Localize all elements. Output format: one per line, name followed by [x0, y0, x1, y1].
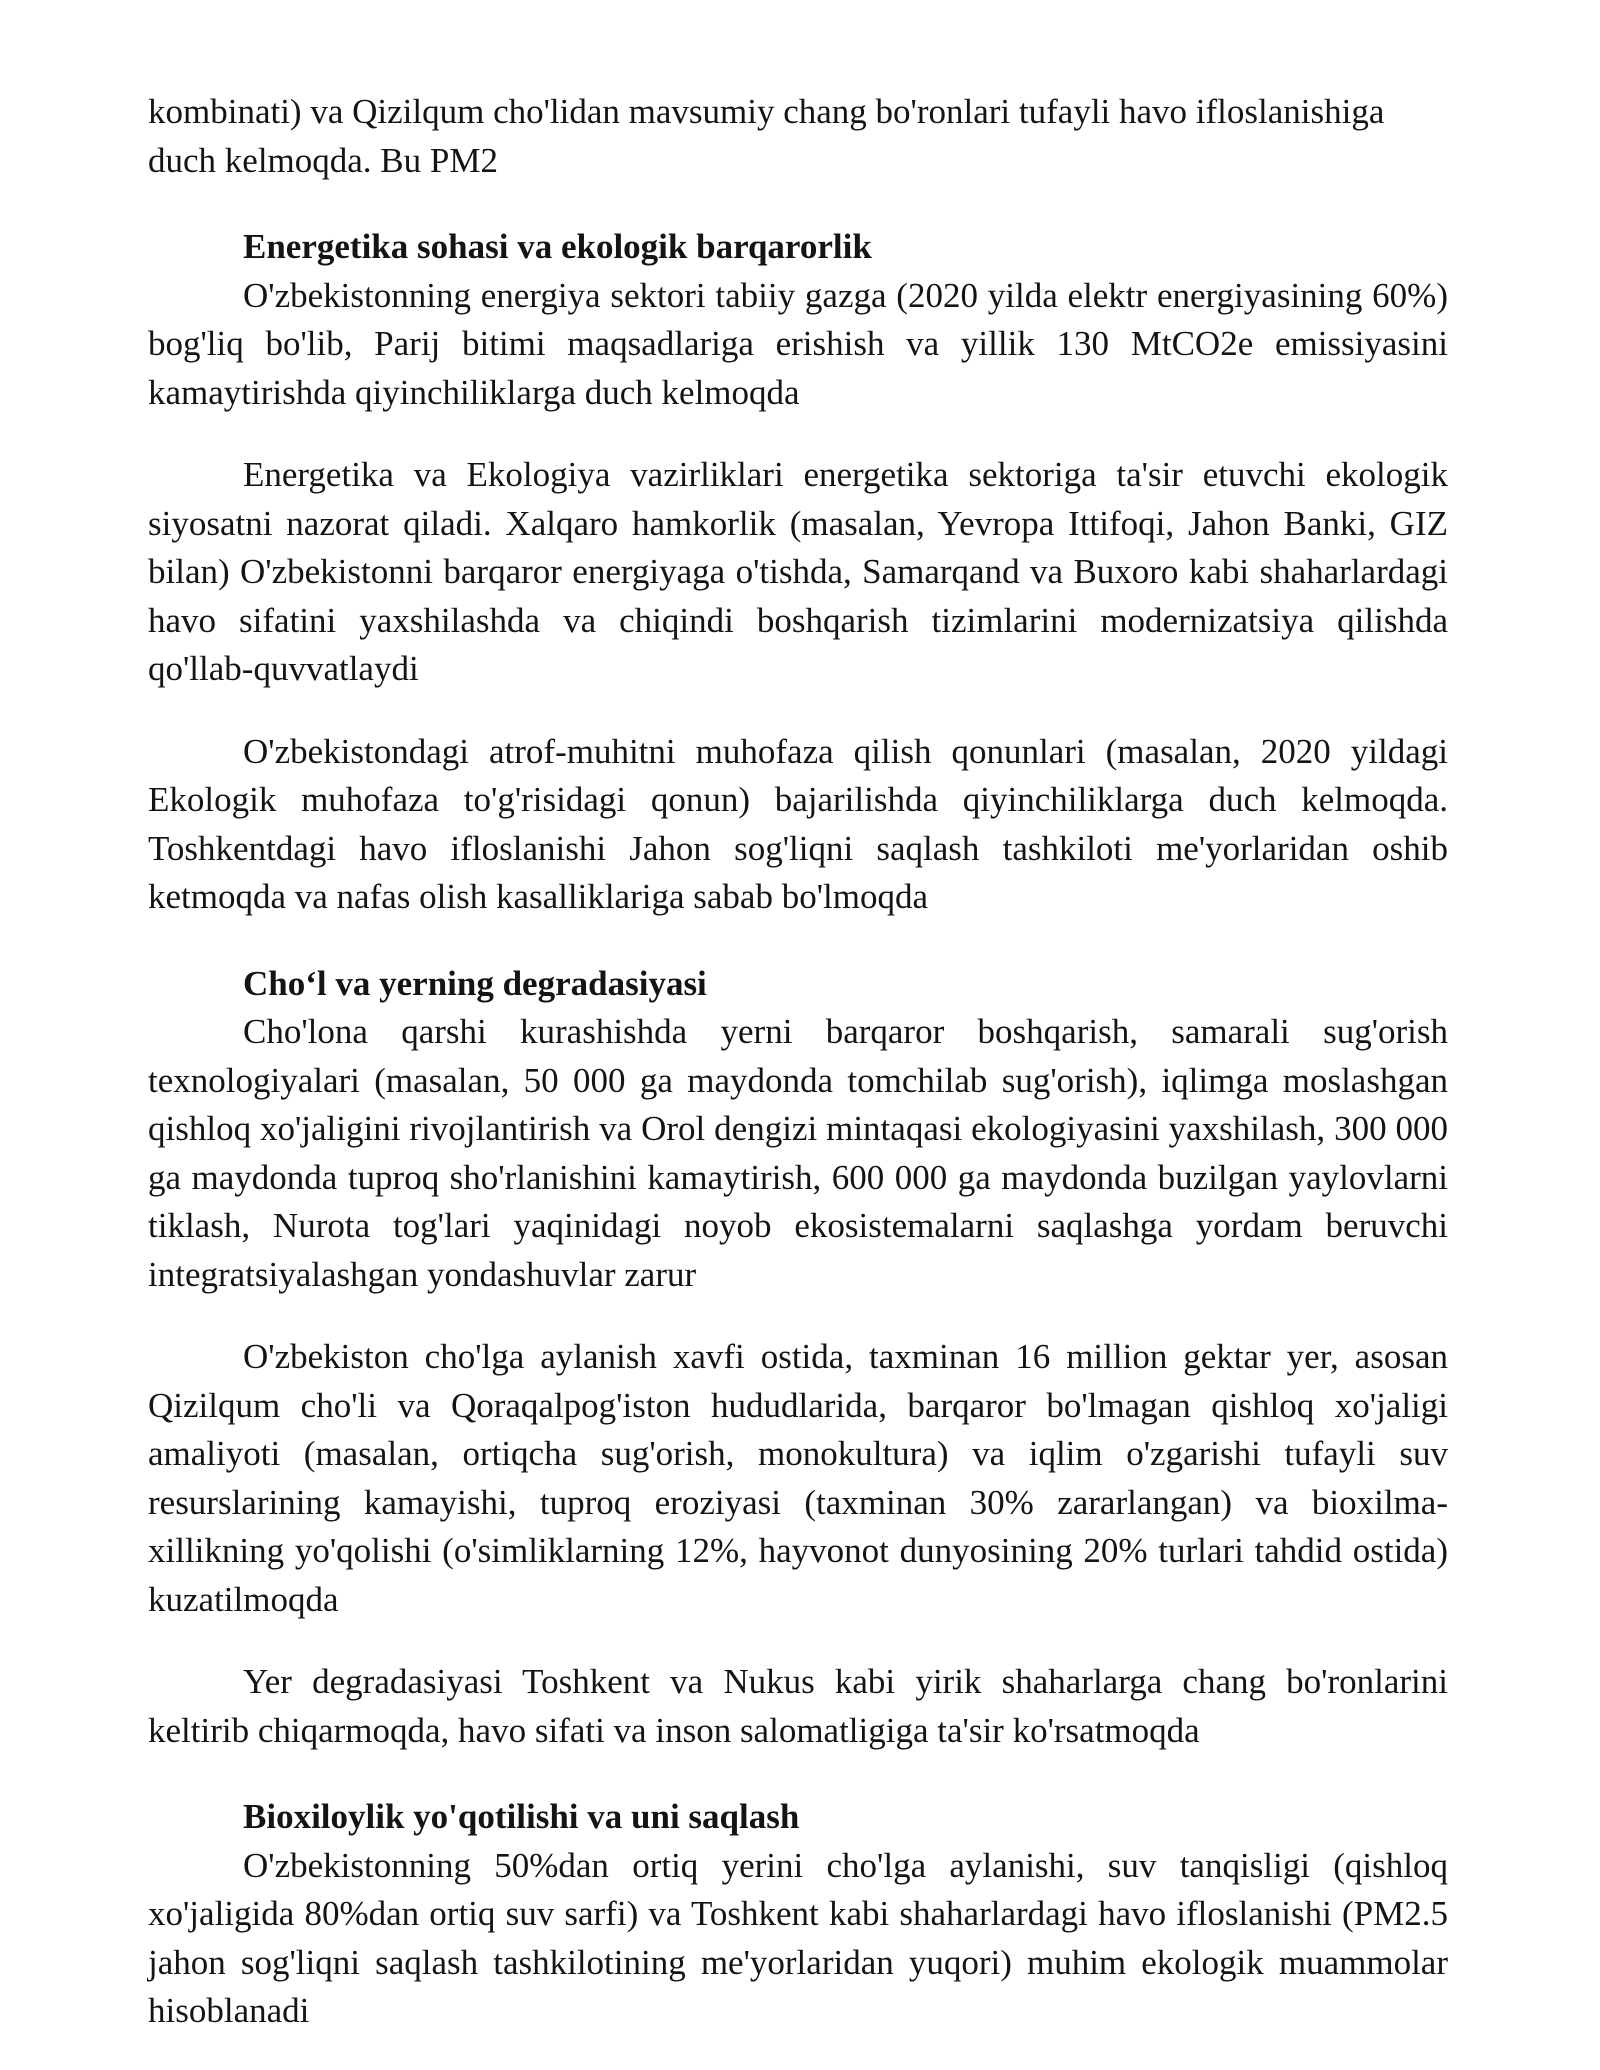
section-heading: Bioxiloylik yo'qotilishi va uni saqlash — [243, 1797, 800, 1836]
section-biodiversity — [148, 1793, 1448, 2036]
section-heading: Energetika sohasi va ekologik barqarorlik — [243, 227, 872, 266]
section-desertification — [148, 960, 1448, 1756]
body-paragraph: O'zbekistonning energiya sektori tabiiy gazga (2020 yilda elektr energiyasining 60%) bog'liq bo'lib, Parij bitimi maqsadlariga erishish va yillik 130 MtCO2e emissiyasini kamaytirishda qiyinchiliklarga duch kelmoqda — [148, 275, 1448, 412]
body-paragraph: O'zbekistondagi atrof-muhitni muhofaza qilish qonunlari (masalan, 2020 yildagi Ekologik muhofaza to'g'risidagi qonun) bajarilishda qiyinchiliklarga duch kelmoqda. Toshkentdagi havo ifloslanishi Jahon sog'liqni saqlash tashkiloti me'yorlaridan oshib ketmoqda va nafas olish kasalliklariga sabab bo'lmoqda — [148, 731, 1448, 916]
body-paragraph: Energetika va Ekologiya vazirliklari energetika sektoriga ta'sir etuvchi ekologik siyosatni nazorat qiladi. Xalqaro hamkorlik (masalan, Yevropa Ittifoqi, Jahon Banki, GIZ bilan) O'zbekistonni barqaror energiyaga o'tishda, Samarqand va Buxoro kabi shaharlardagi havo sifatini yaxshilashda va chiqindi boshqarish tizimlarini modernizatsiya qilishda qo'llab-quvvatlaydi — [148, 455, 1448, 688]
body-paragraph: O'zbekistonning 50%dan ortiq yerini cho'lga aylanishi, suv tanqisligi (qishloq xo'jaligida 80%dan ortiq suv sarfi) va Toshkent kabi shaharlardagi havo ifloslanishi (PM2.5 jahon sog'liqni saqlash tashkilotining me'yorlaridan yuqori) muhim ekologik muammolar hisoblanadi — [148, 1845, 1448, 2030]
body-paragraph: Yer degradasiyasi Toshkent va Nukus kabi yirik shaharlarga chang bo'ronlarini keltirib chiqarmoqda, havo sifati va inson salomatligiga ta'sir ko'rsatmoqda — [148, 1662, 1448, 1750]
document-page — [148, 88, 1448, 2036]
section-heading: Cho‘l va yerning degradasiyasi — [243, 963, 707, 1003]
intro-paragraph: kombinati) va Qizilqum cho'lidan mavsumiy chang bo'ronlari tufayli havo ifloslanishiga duch kelmoqda. Bu PM2 — [148, 92, 1385, 180]
section-energy — [148, 223, 1448, 922]
body-paragraph: O'zbekiston cho'lga aylanish xavfi ostida, taxminan 16 million gektar yer, asosan Qizilqum cho'li va Qoraqalpog'iston hududlarida, barqaror bo'lmagan qishloq xo'jaligi amaliyoti (masalan, ortiqcha sug'orish, monokultura) va iqlim o'zgarishi tufayli suv resurslarining kamayishi, tuproq eroziyasi (taxminan 30% zararlangan) va bioxilma-xillikning yo'qolishi (o'simliklarning 12%, hayvonot dunyosining 20% turlari tahdid ostida) kuzatilmoqda — [148, 1337, 1448, 1619]
body-paragraph: Cho'lona qarshi kurashishda yerni barqaror boshqarish, samarali sug'orish texnologiyalari (masalan, 50 000 ga maydonda tomchilab sug'orish), iqlimga moslashgan qishloq xo'jaligini rivojlantirish va Orol dengizi mintaqasi ekologiyasini yaxshilash, 300 000 ga maydonda tuproq sho'rlanishini kamaytirish, 600 000 ga maydonda buzilgan yaylovlarni tiklash, Nurota tog'lari yaqinidagi noyob ekosistemalarni saqlashga yordam beruvchi integratsiyalashgan yondashuvlar zarur — [148, 1012, 1448, 1294]
